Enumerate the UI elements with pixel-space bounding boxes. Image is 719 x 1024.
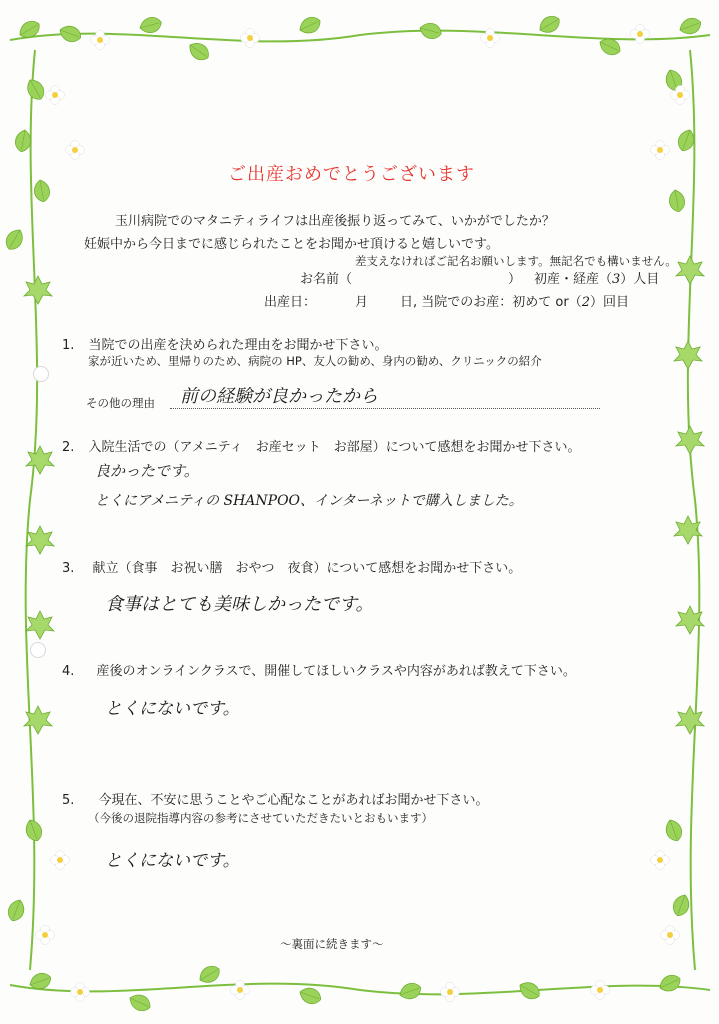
- question-number: 4.: [62, 664, 75, 679]
- parity-label: [534, 268, 659, 287]
- month-label: 月: [355, 295, 369, 310]
- punch-hole: [30, 642, 46, 658]
- q1-answer: 前の経験が良かったから: [180, 386, 378, 407]
- intro-line-1: 玉川病院でのマタニティライフは出産後振り返ってみて、いかがでしたか？: [115, 214, 555, 229]
- question-text: 当院での出産を決められた理由をお聞かせ下さい。: [88, 338, 388, 353]
- day-label: 日, 当院でのお産：初めて or（: [400, 295, 582, 310]
- delivery-info: [400, 291, 629, 310]
- times-suffix: ）回目: [589, 295, 629, 310]
- name-note: 差支えなければご記名お願いします。無記名でも構いません。: [355, 254, 677, 268]
- page-title: ご出産おめでとうございます: [228, 164, 475, 185]
- question-text: 今現在、不安に思うことやご心配なことがあればお聞かせ下さい。: [98, 793, 489, 808]
- question-number: 2.: [62, 440, 75, 455]
- parity-suffix: ）人目: [620, 272, 660, 287]
- question-number: 5.: [62, 793, 75, 808]
- q4-answer: とくにないです。: [105, 699, 240, 719]
- question-4: [62, 660, 576, 679]
- question-text: 入院生活での（アメニティ お産セット お部屋）について感想をお聞かせ下さい。: [88, 440, 581, 455]
- q2-answer-2: とくにアメニティの SHANPOO、インターネットで購入しました。: [95, 493, 523, 509]
- q1-answer-line: [170, 408, 600, 409]
- name-close: ）: [508, 272, 522, 287]
- continue-note: ～裏面に続きます～: [280, 937, 384, 951]
- name-label: お名前（: [300, 272, 353, 287]
- question-number: 1.: [62, 338, 75, 353]
- question-1: [62, 334, 388, 353]
- question-text: 献立（食事 お祝い膳 おやつ 夜食）について感想をお聞かせ下さい。: [92, 561, 522, 576]
- question-5: [62, 789, 489, 808]
- q3-answer: 食事はとても美味しかったです。: [105, 594, 374, 615]
- question-3: [62, 557, 521, 576]
- q1-options: 家が近いため、里帰りのため、病院の HP、友人の勧め、身内の勧め、クリニックの紹介: [88, 354, 542, 368]
- q5-note: （今後の退院指導内容の参考にさせていただきたいとおもいます）: [88, 811, 433, 825]
- question-number: 3.: [62, 561, 75, 576]
- q2-answer-1: 良かったです。: [95, 462, 199, 480]
- question-text: 産後のオンラインクラスで、開催してほしいクラスや内容があれば教えて下さい。: [96, 664, 576, 679]
- question-2: [62, 436, 580, 455]
- show-through-text: [270, 120, 283, 139]
- birthdate-label: 出産日：: [264, 295, 317, 310]
- intro-line-2: 妊娠中から今日までに感じられたことをお聞かせ頂けると嬉しいです。: [84, 237, 499, 252]
- q5-answer: とくにないです。: [105, 851, 240, 871]
- parity-prefix: 初産・経産（: [534, 272, 613, 287]
- parity-value: 3: [612, 272, 621, 287]
- q1-other-label: その他の理由: [86, 396, 155, 410]
- punch-hole: [33, 366, 49, 382]
- times-value: 2: [581, 295, 590, 310]
